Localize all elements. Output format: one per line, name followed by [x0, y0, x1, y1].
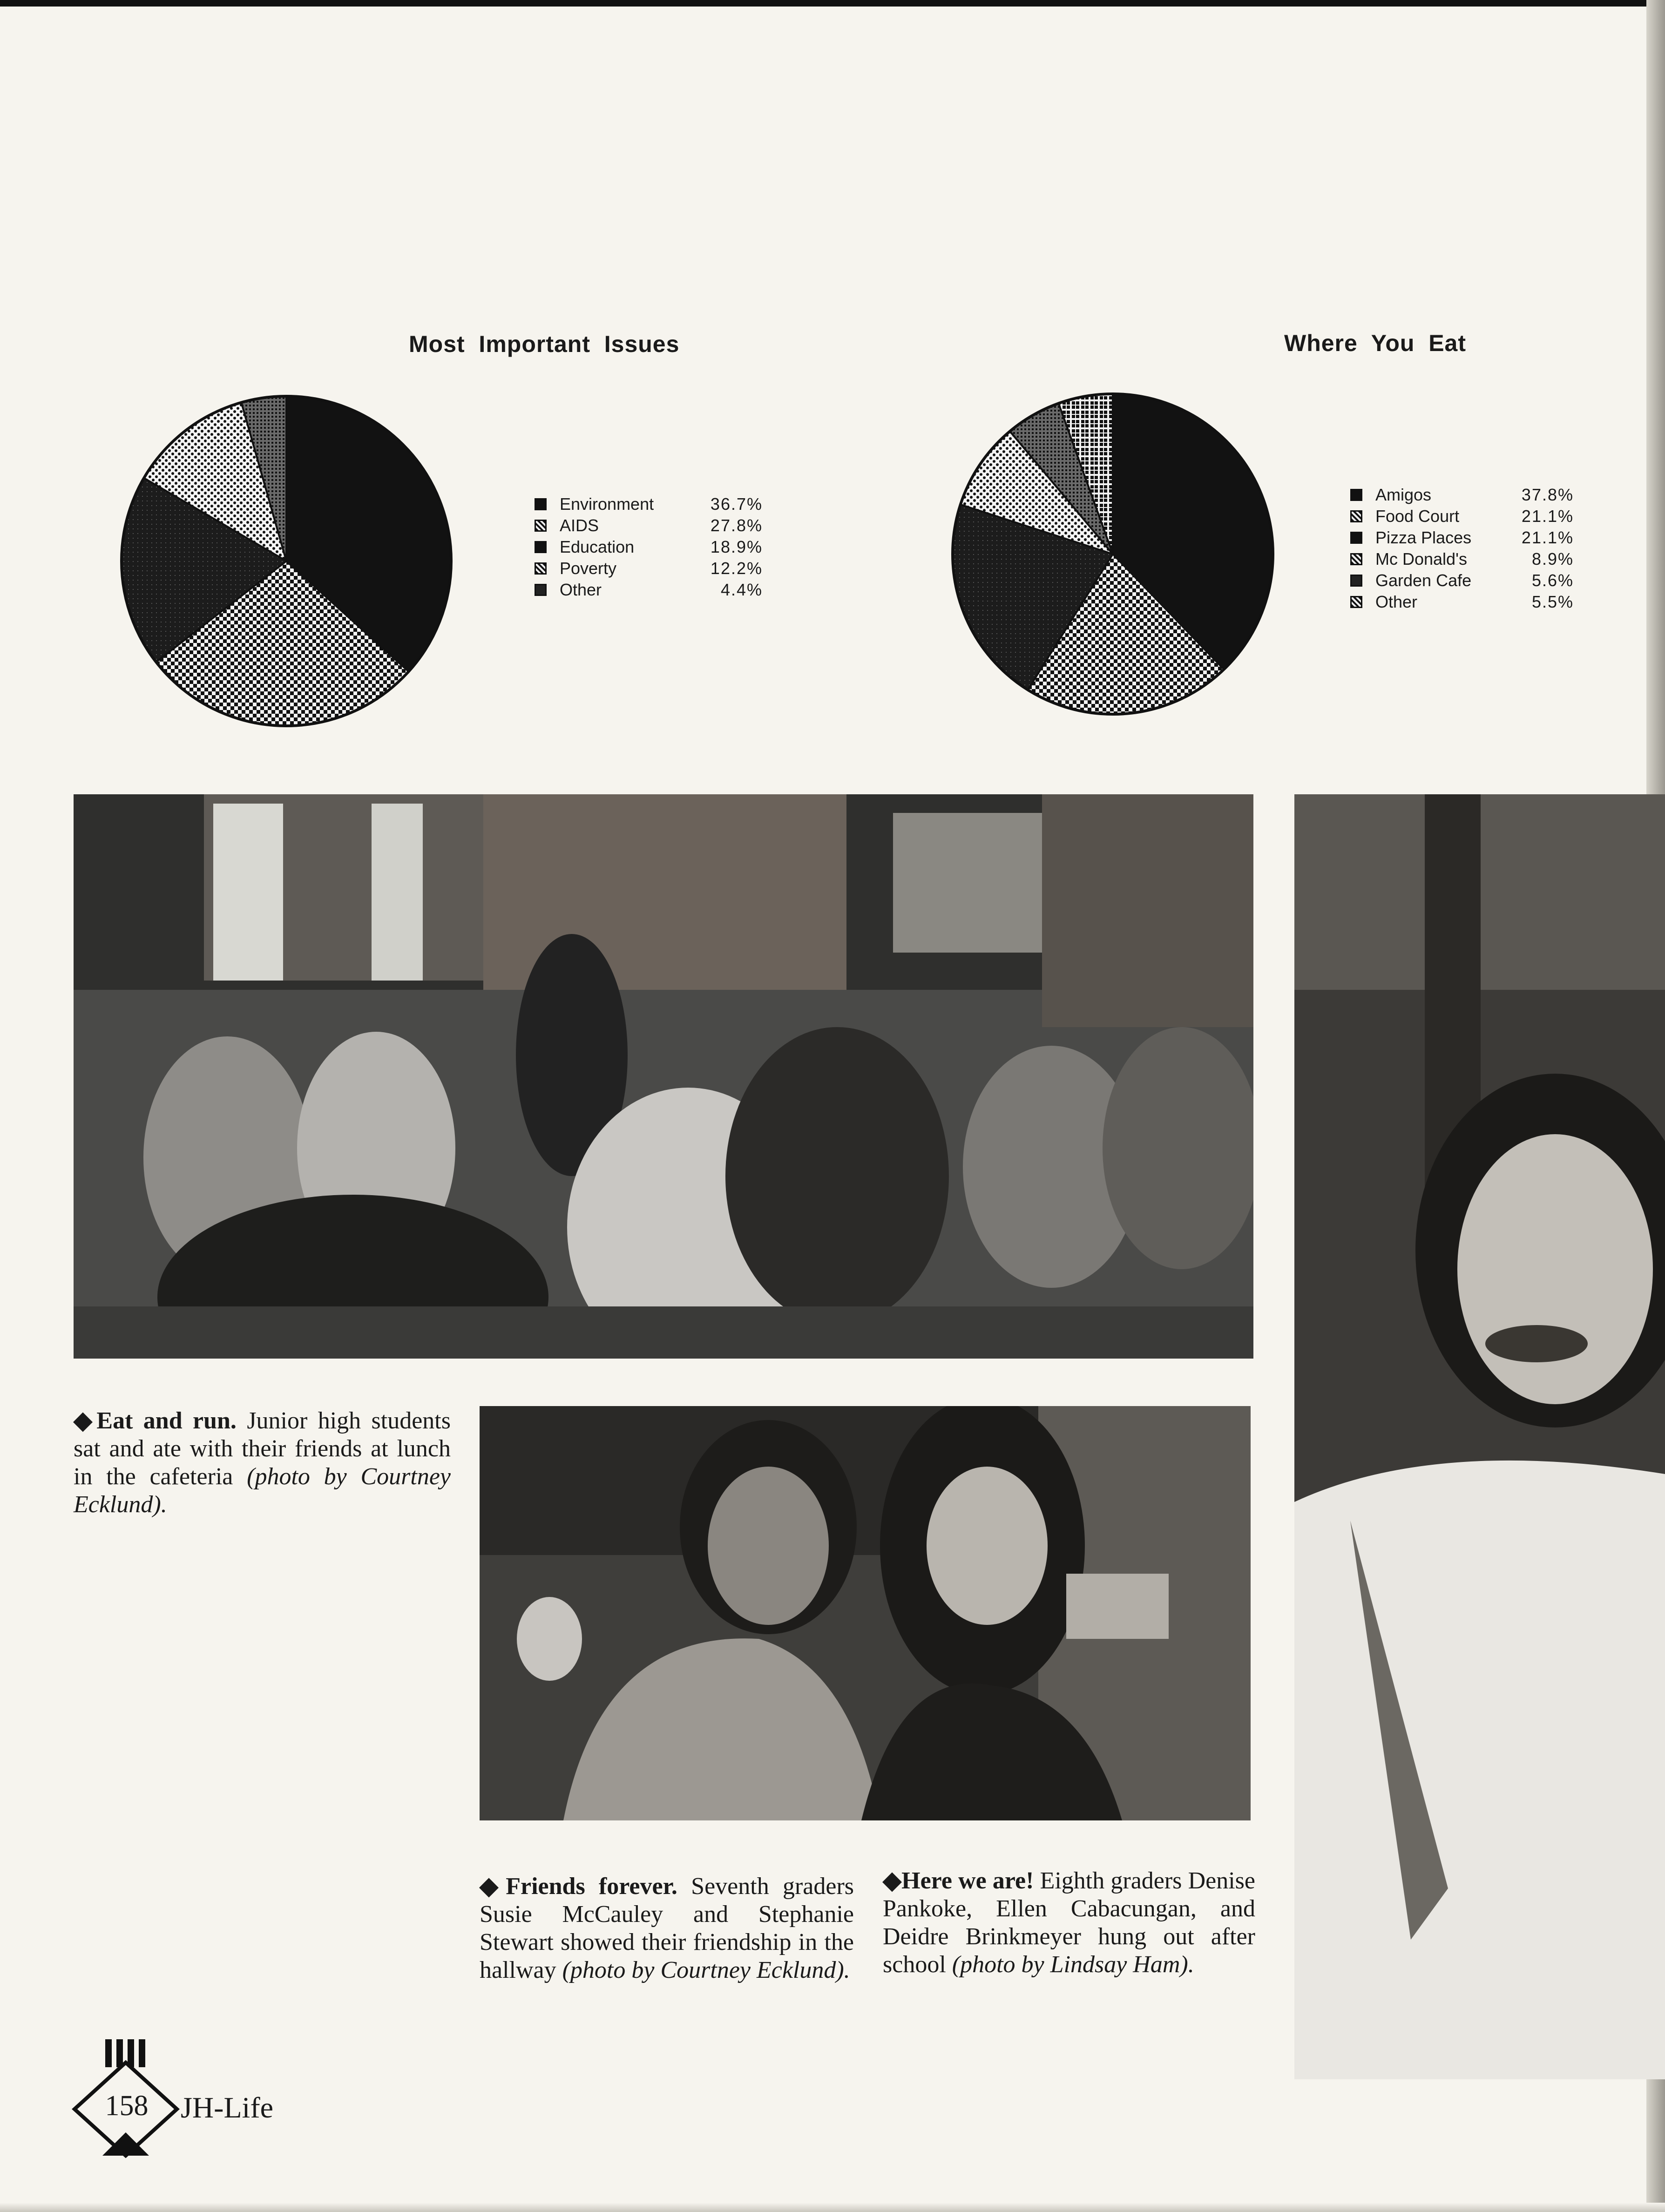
legend-value: 27.8%: [710, 516, 763, 535]
legend-swatch-icon: [1350, 489, 1362, 501]
bottom-edge-shadow: [0, 2203, 1665, 2212]
legend-swatch-icon: [535, 520, 547, 532]
legend-swatch-icon: [535, 541, 547, 553]
legend-value: 8.9%: [1531, 549, 1574, 568]
caption-friends-forever: [480, 1873, 854, 1984]
legend-swatch-icon: [1350, 532, 1362, 544]
legend-issues: [535, 494, 763, 601]
legend-value: 12.2%: [710, 559, 763, 578]
section-label: JH-Life: [181, 2091, 274, 2124]
legend-value: 18.9%: [710, 537, 763, 556]
photo-cafeteria: [74, 794, 1253, 1359]
legend-swatch-icon: [1350, 553, 1362, 565]
page-folio: [65, 2039, 345, 2160]
legend-item-other: [1350, 591, 1574, 613]
page-number: 158: [105, 2090, 149, 2122]
legend-eat: [1350, 484, 1574, 613]
legend-label: Mc Donald's: [1375, 549, 1467, 568]
legend-value: 36.7%: [710, 494, 763, 514]
caption-lead: ◆Friends forever.: [480, 1873, 677, 1900]
legend-value: 37.8%: [1521, 485, 1574, 504]
caption-lead: ◆Eat and run.: [74, 1407, 237, 1434]
legend-label: Garden Cafe: [1375, 571, 1472, 590]
legend-swatch-icon: [1350, 575, 1362, 587]
legend-swatch-icon: [1350, 510, 1362, 522]
legend-label: AIDS: [560, 516, 599, 535]
photo-here-we-are: [1294, 794, 1665, 2079]
caption-here-we-are: [883, 1867, 1255, 1979]
top-rule: [0, 0, 1665, 7]
legend-value: 21.1%: [1521, 507, 1574, 526]
legend-item-environment: [535, 494, 763, 515]
legend-label: Poverty: [560, 559, 617, 578]
caption-credit: (photo by Lindsay Ham).: [952, 1951, 1194, 1978]
legend-swatch-icon: [535, 584, 547, 596]
caption-body: Eighth graders Denise Pankoke, Ellen Cabacungan, and Deidre Brinkmeyer hung out after school: [883, 1867, 1255, 1978]
legend-item-garden-cafe: [1350, 570, 1574, 591]
legend-label: Education: [560, 537, 635, 556]
chart-title-issues: Most Important Issues: [409, 331, 680, 357]
caption-lead: ◆Here we are!: [883, 1867, 1034, 1894]
caption-credit: (photo by Courtney Ecklund).: [562, 1957, 850, 1983]
legend-item-aids: [535, 515, 763, 536]
legend-item-amigos: [1350, 484, 1574, 506]
photo-friends-forever: [480, 1406, 1251, 1820]
legend-swatch-icon: [535, 562, 547, 575]
legend-item-mc-donald-s: [1350, 548, 1574, 570]
caption-body: Junior high students sat and ate with their friends at lunch in the cafeteria: [74, 1407, 451, 1490]
pie-chart-eat: [950, 391, 1276, 717]
legend-swatch-icon: [535, 498, 547, 510]
caption-credit: (photo by Courtney Ecklund).: [74, 1463, 451, 1518]
legend-item-poverty: [535, 558, 763, 579]
legend-label: Environment: [560, 494, 654, 514]
caption-eat-and-run: [74, 1407, 451, 1519]
legend-item-other: [535, 579, 763, 601]
legend-value: 21.1%: [1521, 528, 1574, 547]
legend-value: 5.5%: [1531, 592, 1574, 611]
pie-chart-issues: [119, 393, 454, 729]
legend-label: Other: [560, 580, 602, 599]
chart-title-eat: Where You Eat: [1284, 330, 1467, 356]
legend-value: 4.4%: [720, 580, 763, 599]
legend-item-education: [535, 536, 763, 558]
legend-item-food-court: [1350, 506, 1574, 527]
legend-value: 5.6%: [1531, 571, 1574, 590]
legend-label: Amigos: [1375, 485, 1432, 504]
legend-item-pizza-places: [1350, 527, 1574, 548]
legend-label: Pizza Places: [1375, 528, 1472, 547]
legend-label: Other: [1375, 592, 1418, 611]
legend-label: Food Court: [1375, 507, 1460, 526]
caption-body: Seventh graders Susie McCauley and Stephanie Stewart showed their friendship in the hallway: [480, 1873, 854, 1983]
legend-swatch-icon: [1350, 596, 1362, 608]
